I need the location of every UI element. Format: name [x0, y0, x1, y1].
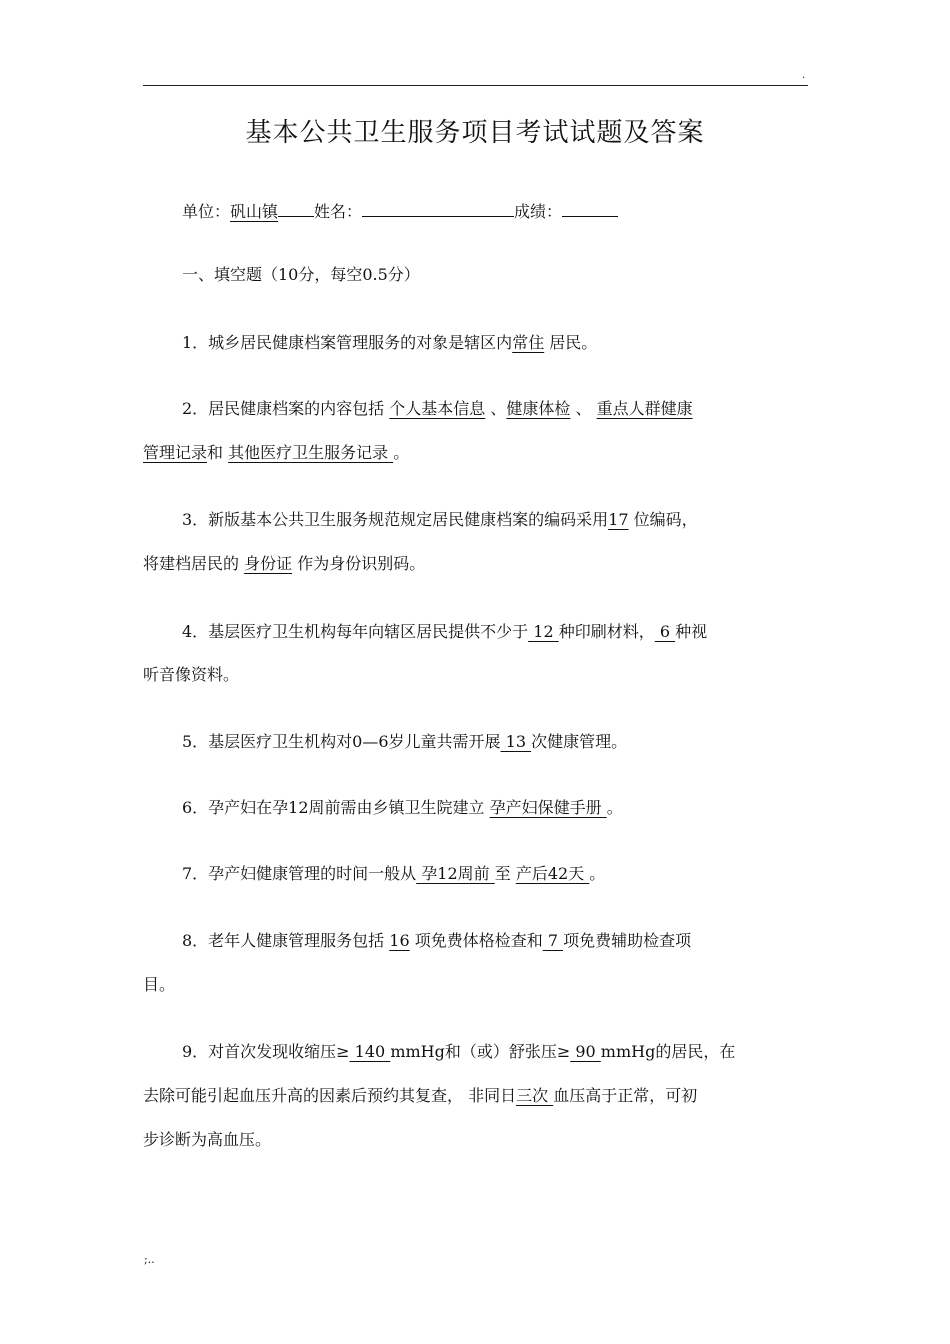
question-6: 6．孕产妇在孕12周前需由乡镇卫生院建立 孕产妇保健手册 。: [182, 798, 623, 817]
answer-4-1: 12: [528, 622, 559, 641]
answer-1-1: 常住: [512, 333, 545, 352]
answer-4-2: 6: [654, 622, 676, 641]
footer-mark: ;..: [144, 1253, 155, 1266]
answer-9-3: 三次: [516, 1086, 554, 1105]
score-blank: [562, 199, 618, 217]
answer-5-1: 13: [500, 732, 532, 751]
header-mark: .: [802, 70, 806, 81]
question-2-cont: 管理记录和 其他医疗卫生服务记录 。: [143, 443, 410, 462]
question-9: 9．对首次发现收缩压≥ 140 mmHg和（或）舒张压≥ 90 mmHg的居民，在: [182, 1042, 736, 1061]
question-4-cont: 听音像资料。: [143, 665, 240, 684]
question-9-cont: 去除可能引起血压升高的因素后预约其复查， 非同日三次 血压高于正常，可初: [143, 1086, 698, 1105]
answer-2-3: 重点人群健康: [596, 399, 693, 418]
question-4: 4．基层医疗卫生机构每年向辖区居民提供不少于 12 种印刷材料， 6 种视: [182, 622, 708, 641]
unit-label: 单位：: [182, 202, 231, 221]
answer-2-4: 其他医疗卫生服务记录: [228, 443, 394, 462]
answer-9-2: 90: [570, 1042, 601, 1061]
question-7: 7．孕产妇健康管理的时间一般从 孕12周前 至 产后42天 。: [182, 864, 606, 883]
question-3-cont: 将建档居民的 身份证 作为身份识别码。: [143, 554, 426, 573]
name-blank: [362, 199, 514, 217]
unit-blank: [278, 199, 314, 217]
answer-3-2: 身份证: [244, 554, 293, 573]
question-1: 1．城乡居民健康档案管理服务的对象是辖区内常住 居民。: [182, 333, 598, 352]
score-label: 成绩：: [514, 202, 563, 221]
section-heading: 一、填空题（10分，每空0.5分）: [182, 265, 420, 284]
page-title: 基本公共卫生服务项目考试试题及答案: [245, 118, 705, 148]
answer-2-1: 个人基本信息: [389, 399, 486, 418]
answer-8-2: 7: [542, 931, 564, 950]
answer-9-1: 140: [349, 1042, 391, 1061]
answer-8-1: 16: [389, 931, 410, 950]
unit-value: 矾山镇: [230, 202, 279, 221]
answer-6-1: 孕产妇保健手册: [489, 798, 607, 817]
name-label: 姓名：: [314, 202, 363, 221]
question-2: 2．居民健康档案的内容包括 个人基本信息 、健康体检 、 重点人群健康: [182, 399, 693, 418]
question-8-cont: 目。: [143, 975, 176, 994]
answer-3-1: 17: [608, 510, 629, 529]
question-5: 5．基层医疗卫生机构对0—6岁儿童共需开展 13 次健康管理。: [182, 732, 628, 751]
answer-2-2: 健康体检: [506, 399, 571, 418]
question-8: 8．老年人健康管理服务包括 16 项免费体格检查和 7 项免费辅助检查项: [182, 931, 692, 950]
info-line: [182, 199, 618, 224]
question-9-cont-2: 步诊断为高血压。: [143, 1130, 272, 1149]
answer-7-2: 产后42天: [515, 864, 590, 883]
question-3: 3．新版基本公共卫生服务规范规定居民健康档案的编码采用17 位编码，: [182, 510, 698, 529]
answer-2-3-cont: 管理记录: [143, 443, 208, 462]
answer-7-1: 孕12周前: [416, 864, 495, 883]
header-rule: [143, 85, 808, 86]
